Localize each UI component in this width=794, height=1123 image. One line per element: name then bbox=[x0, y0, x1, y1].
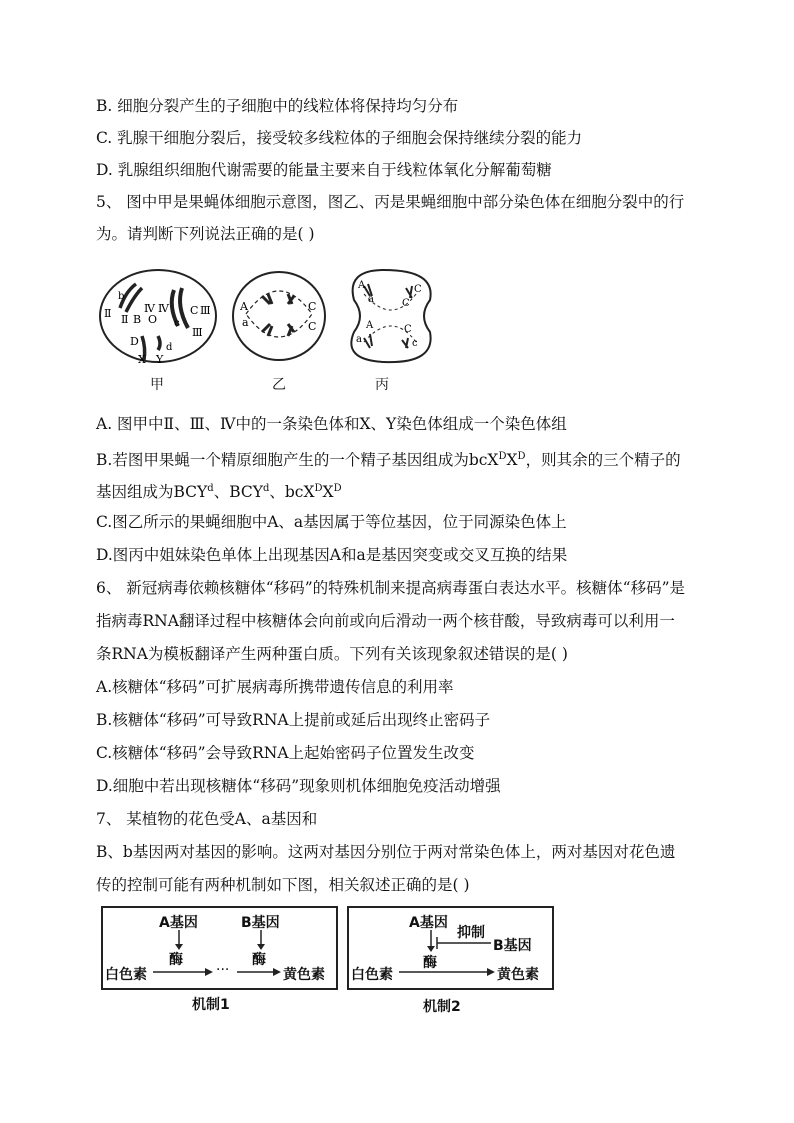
mechanism-2-caption: 机制2 bbox=[423, 999, 461, 1015]
label-bing-A-top: A bbox=[358, 280, 366, 291]
question-6-stem-2: 指病毒RNA翻译过程中核糖体会向前或向后滑动一两个核苷酸，导致病毒可以利用一 bbox=[96, 612, 675, 630]
m2-gene-a: A基因 bbox=[409, 915, 448, 931]
m1-yellow-pigment: 黄色素 bbox=[283, 967, 325, 983]
m2-enzyme: 酶 bbox=[423, 955, 437, 971]
label-b: b bbox=[118, 291, 125, 302]
label-bing-c-bottom: c bbox=[412, 338, 418, 349]
cell-yi bbox=[233, 272, 325, 360]
label-bing-A-bottom: A bbox=[366, 320, 374, 331]
label-C-top: C bbox=[308, 300, 317, 313]
label-Y: Y bbox=[156, 353, 164, 366]
label-III-bottom: Ⅲ bbox=[192, 326, 203, 339]
q5-option-d: D.图丙中姐妹染色单体上出现基因A和a是基因突变或交叉互换的结果 bbox=[96, 546, 568, 564]
question-7-stem-1: 7、 某植物的花色受A、a基因和 bbox=[96, 810, 318, 828]
question-5-stem-2: 为。请判断下列说法正确的是( ) bbox=[96, 225, 315, 243]
mechanism-1-box bbox=[101, 906, 338, 990]
label-bing-C-top: C bbox=[414, 284, 422, 295]
caption-yi: 乙 bbox=[272, 377, 286, 393]
question-6-stem-3: 条RNA为模板翻译产生两种蛋白质。下列有关该现象叙述错误的是( ) bbox=[96, 645, 568, 663]
m1-dots: ··· bbox=[216, 962, 230, 978]
question-6-stem-1: 6、 新冠病毒依赖核糖体“移码”的特殊机制来提高病毒蛋白表达水平。核糖体“移码”是 bbox=[96, 579, 685, 597]
label-bing-a-bottom: a bbox=[356, 334, 362, 345]
label-C-bottom: C bbox=[308, 320, 317, 333]
label-IV-2: Ⅳ bbox=[158, 302, 169, 315]
m2-gene-b: B基因 bbox=[493, 938, 532, 954]
m1-enzyme-1: 酶 bbox=[169, 952, 183, 968]
caption-bing: 丙 bbox=[375, 377, 389, 393]
cell-bing bbox=[351, 270, 430, 362]
option-c-q4: C. 乳腺干细胞分裂后，接受较多线粒体的子细胞会保持继续分裂的能力 bbox=[96, 129, 583, 147]
label-II-left: Ⅱ bbox=[104, 307, 112, 320]
label-A: A bbox=[240, 300, 248, 313]
m1-gene-b: B基因 bbox=[241, 915, 280, 931]
cell-jia bbox=[100, 270, 216, 366]
label-D: D bbox=[130, 335, 139, 348]
question-5-stem-1: 5、 图中甲是果蝇体细胞示意图，图乙、丙是果蝇细胞中部分染色体在细胞分裂中的行 bbox=[96, 193, 685, 211]
option-b-q4: B. 细胞分裂产生的子细胞中的线粒体将保持均匀分布 bbox=[96, 97, 459, 115]
q5-option-b-1: B.若图甲果蝇一个精原细胞产生的一个精子基因组成为$bcX^DX^D$，则其余的三个精子的 bbox=[96, 451, 681, 470]
q6-option-d: D.细胞中若出现核糖体“移码”现象则机体细胞免疫活动增强 bbox=[96, 777, 501, 795]
option-d-q4: D. 乳腺组织细胞代谢需要的能量主要来自于线粒体氧化分解葡萄糖 bbox=[96, 161, 552, 179]
label-a: a bbox=[242, 316, 249, 329]
caption-jia: 甲 bbox=[150, 377, 164, 393]
label-II-mid: Ⅱ bbox=[121, 313, 129, 326]
mechanism-2-box bbox=[347, 906, 554, 990]
label-III-right: Ⅲ bbox=[200, 304, 211, 317]
m1-enzyme-2: 酶 bbox=[252, 952, 266, 968]
q6-option-b: B.核糖体“移码”可导致RNA上提前或延后出现终止密码子 bbox=[96, 711, 491, 729]
m2-inhibit: 抑制 bbox=[457, 925, 485, 941]
label-d: d bbox=[166, 342, 173, 353]
label-bing-a-top: a bbox=[368, 294, 374, 305]
label-C: C bbox=[190, 304, 199, 317]
label-B: B bbox=[133, 313, 142, 326]
label-X: X bbox=[138, 353, 146, 366]
q5-option-b-2: 基因组成为BCY$^d$、BCY$^d$、$bcX^DX^D$ bbox=[96, 483, 342, 502]
label-bing-C-bottom: C bbox=[404, 324, 412, 335]
q5-option-a: A. 图甲中Ⅱ、Ⅲ、Ⅳ中的一条染色体和X、Y染色体组成一个染色体组 bbox=[96, 415, 567, 433]
q6-option-a: A.核糖体“移码”可扩展病毒所携带遗传信息的利用率 bbox=[96, 678, 454, 696]
label-c: c bbox=[174, 318, 180, 329]
q6-option-c: C.核糖体“移码”会导致RNA上起始密码子位置发生改变 bbox=[96, 744, 475, 762]
mechanism-1-caption: 机制1 bbox=[192, 997, 230, 1013]
label-bing-c-top: C bbox=[402, 298, 410, 309]
question-7-stem-2: B、b基因两对基因的影响。这两对基因分别位于两对常染色体上，两对基因对花色遗 bbox=[96, 843, 676, 861]
label-O: O bbox=[148, 313, 158, 326]
question-7-stem-3: 传的控制可能有两种机制如下图，相关叙述正确的是( ) bbox=[96, 876, 470, 894]
m2-yellow-pigment: 黄色素 bbox=[497, 967, 539, 983]
m1-white-pigment: 白色素 bbox=[105, 967, 147, 983]
label-IV-1: Ⅳ bbox=[144, 302, 155, 315]
m1-gene-a: A基因 bbox=[159, 915, 198, 931]
m2-white-pigment: 白色素 bbox=[351, 967, 393, 983]
q5-option-c: C.图乙所示的果蝇细胞中A、a基因属于等位基因，位于同源染色体上 bbox=[96, 513, 567, 531]
